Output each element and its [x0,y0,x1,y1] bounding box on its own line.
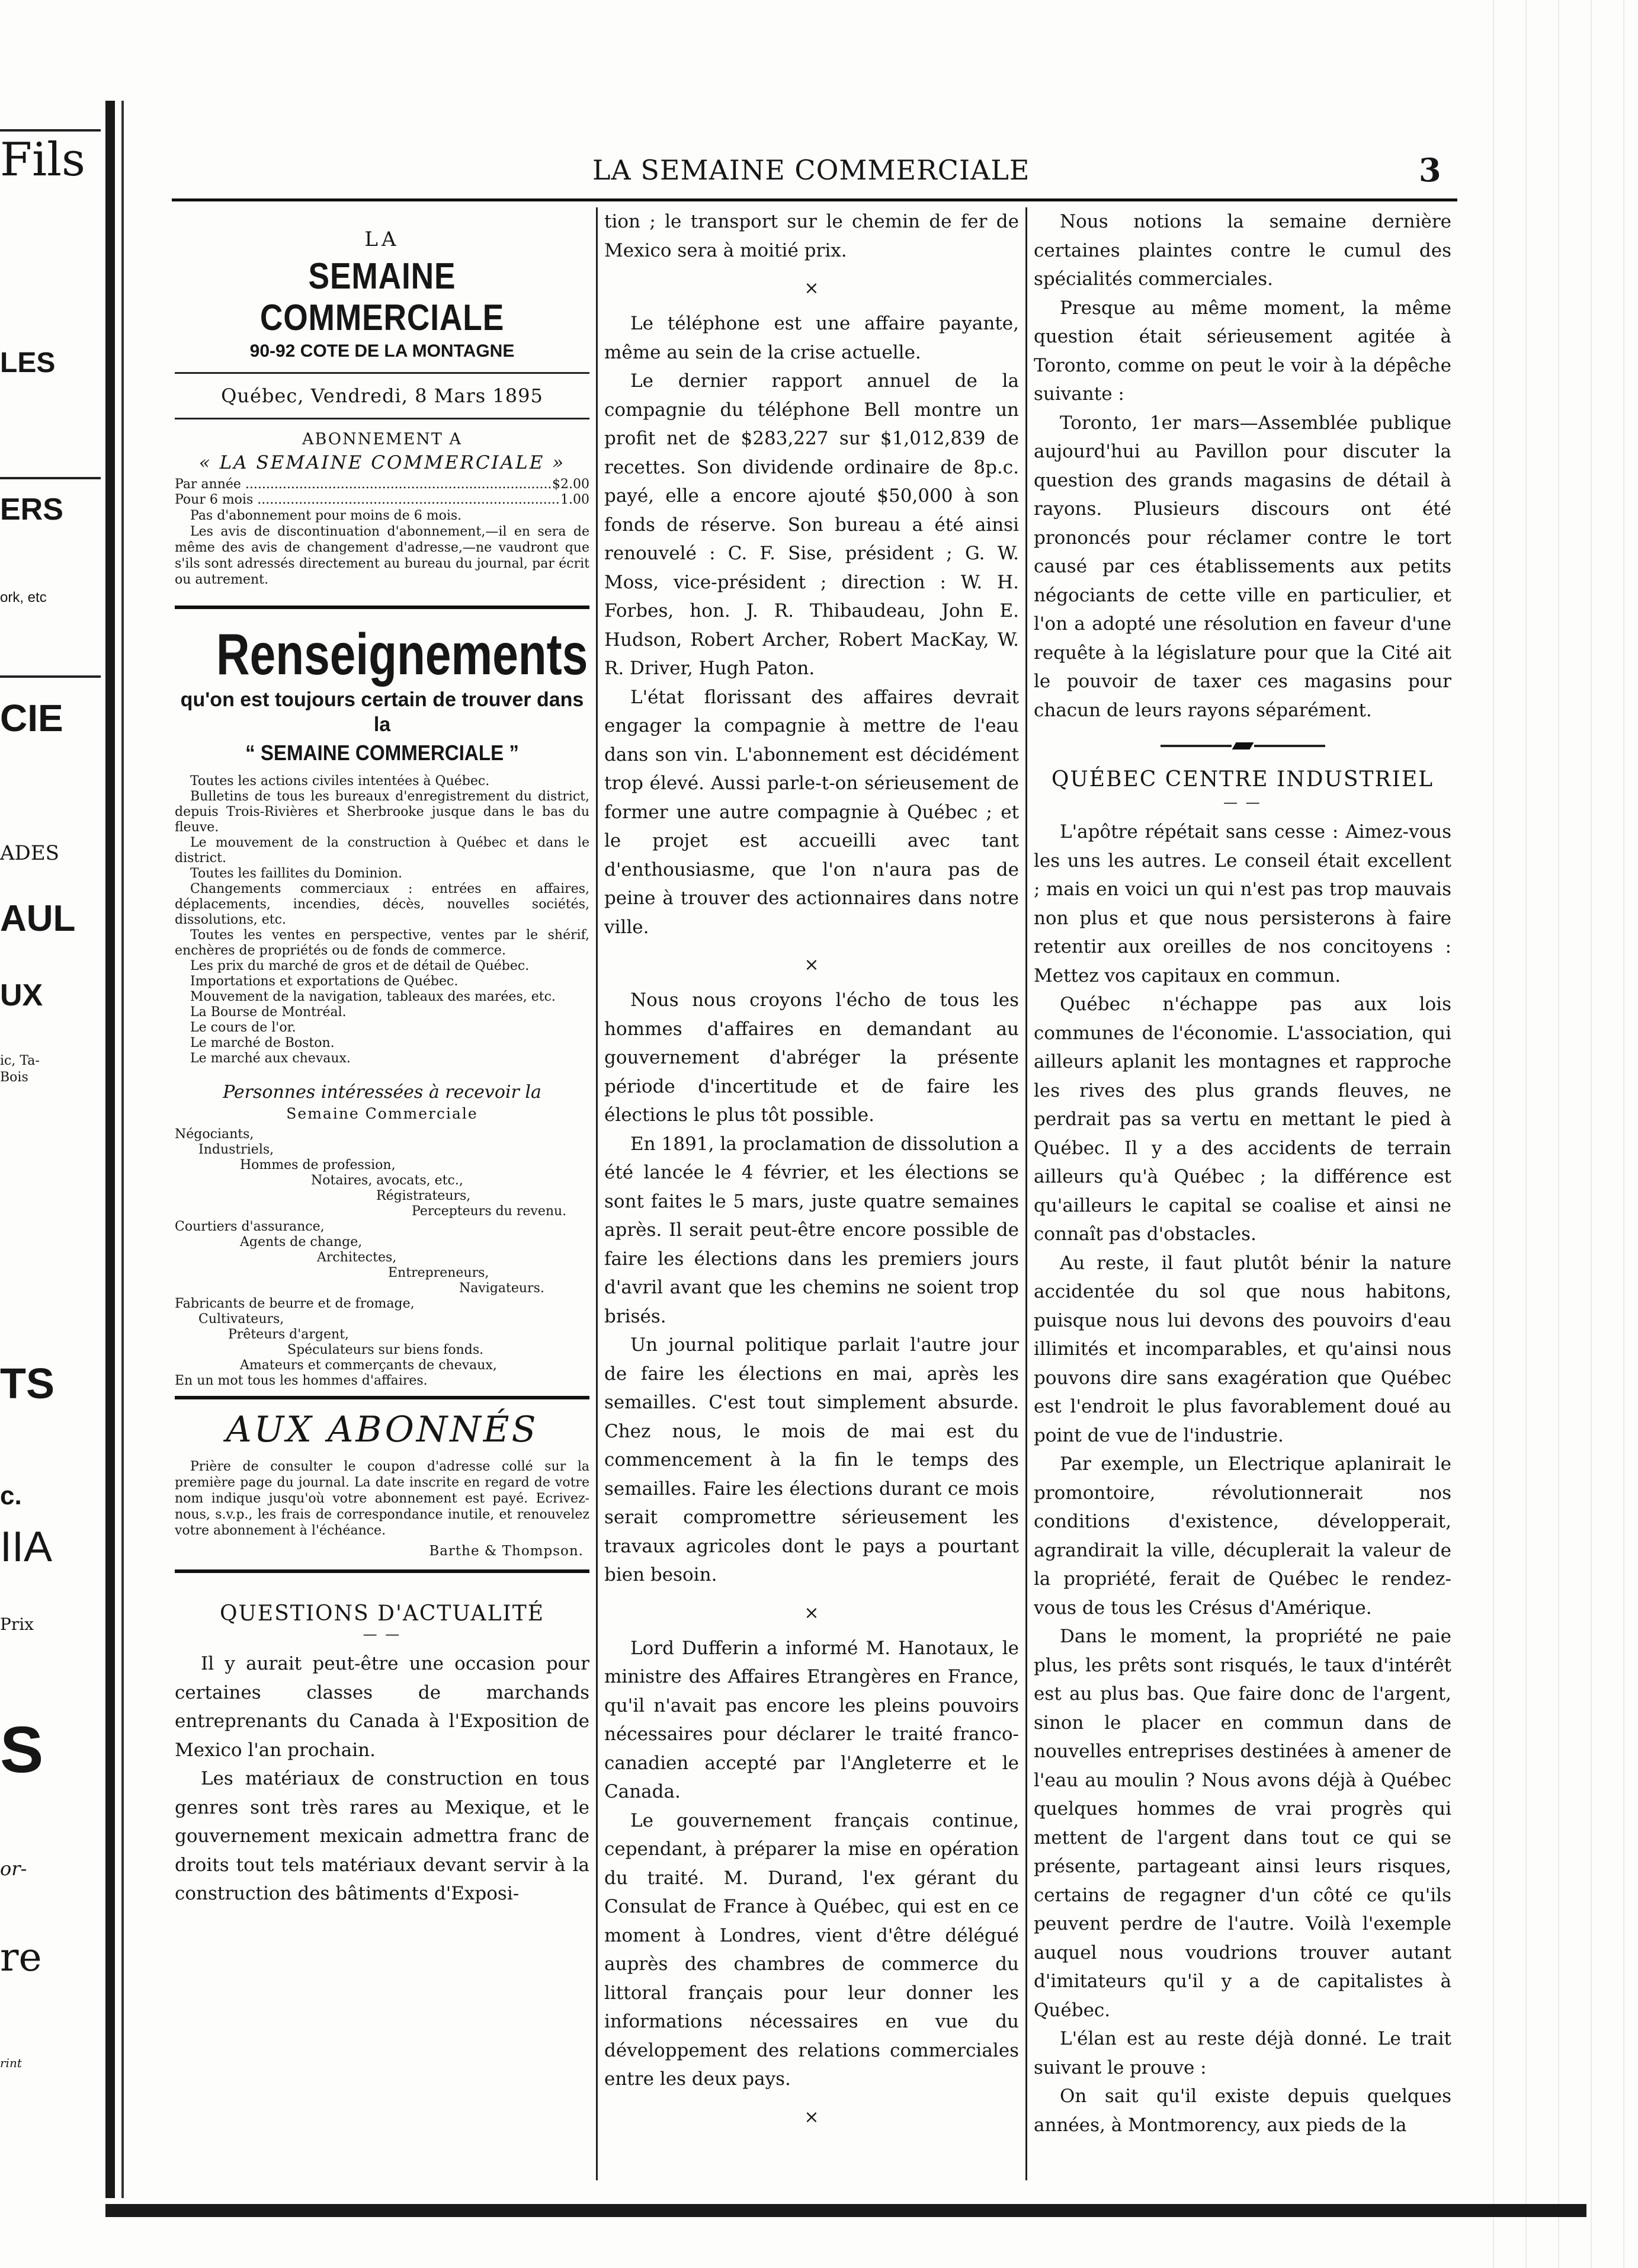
margin-fragment: LES [0,347,56,379]
margin-rule [0,129,101,132]
rule [175,606,589,609]
list-item: Bulletins de tous les bureaux d'enregistrement du district, depuis Trois-Rivières et Sherbrooke jusque dans le bas du fleuve. [175,789,589,835]
margin-fragment: rint [0,2056,22,2070]
list-item: Toutes les faillites du Dominion. [190,866,403,881]
renseignements-subheading: qu'on est toujours certain de trouver dans la [180,688,584,736]
masthead-address: 90-92 COTE DE LA MONTAGNE [249,341,515,361]
article-paragraph: Il y aurait peut-être une occasion pour certaines classes de marchands entreprenants du Canada à l'Exposition de Mexico l'an prochain. [175,1653,589,1761]
margin-fragment: IIA [0,1523,53,1571]
list-item: Changements commerciaux : entrées en affaires, déplacements, incendies, décès, nouvelles sociétés, dissolutions, etc. [175,882,589,927]
article-paragraph: L'apôtre répétait sans cesse : Aimez-vous les uns les autres. Le conseil était excellent ; mais en voici un qui n'est pas trop mauvais non plus et que nous persisterons à faire retentir aux oreilles de nos concitoyens : Mettez vos capitaux en commun. [1034,821,1451,986]
list-item: Hommes de profession, [240,1158,396,1173]
subscription-heading: ABONNEMENT A [302,430,462,449]
separator-line [1254,745,1325,747]
article-paragraph: Dans le moment, la propriété ne paie plus, les prêts sont risqués, le taux d'intérêt est au plus bas. Que faire donc de l'argent, sinon le placer en commun dans de nouvelles entreprises destinées à amener de l'eau au moulin ? Nous avons déjà à Québec quelques hommes de vrai progrès qui mettent de l'argent dans tout ce qui se présente, partageant ainsi leurs risques, certains de regagner d'un côté ce qu'ils peuvent perdre de l'autre. Voilà l'exemple auquel nous voudrions trouver autant d'imitateurs qu'il y a de capitalistes à Québec. [1034,1626,1451,2021]
list-item: En un mot tous les hommes d'affaires. [175,1373,428,1388]
margin-fragment: CIE [0,697,63,739]
list-item: Le marché de Boston. [190,1036,335,1050]
article-paragraph: tion ; le transport sur le chemin de fer de Mexico sera à moitié prix. [604,211,1019,261]
article-paragraph: Lord Dufferin a informé M. Hanotaux, le ministre des Affaires Etrangères en France, qu'il n'avait pas encore les pleins pouvoirs nécessaires pour déclarer le traité franco-canadien accepté par l'Angleterre et le Canada. [604,1637,1019,1802]
article-paragraph: Un journal politique parlait l'autre jour de faire les élections en mai, après les semailles. C'est tout simplement absurde. Chez nous, le mois de mai est du commencement à la fin le temps des semailles. Faire les élections durant ce mois serait compromettre sérieusement les travaux agricoles dont le pays a pourtant bien besoin. [604,1334,1019,1585]
list-item: Le marché aux chevaux. [190,1051,351,1066]
column-2 [604,207,1019,2180]
price-row [175,492,589,508]
aux-abonnes-text: Prière de consulter le coupon d'adresse collé sur la première page du journal. La date inscrite en regard de votre nom indique jusqu'où votre abonnement est payé. Ecrivez-nous, s.v.p., les frais de correspondance inutile, et renouvelez votre abonnement à l'échéance. [175,1459,589,1538]
binding-gutter [105,101,115,2198]
renseignements-heading: Renseignements [216,622,588,687]
article-paragraph: Le téléphone est une affaire payante, même au sein de la crise actuelle. [604,313,1019,363]
column-1 [175,207,589,2180]
masthead-box [175,228,589,588]
renseignements-list [175,774,589,1066]
questions-heading: QUESTIONS D'ACTUALITÉ [219,1601,545,1626]
article-paragraph: Par exemple, un Electrique aplanirait le promontoire, révolutionnerait nos conditions d'existence, développerait, agrandirait la ville, décuplerait la valeur de la propriété, ferait de Québec le rendez-vous de tous les Crésus d'Amérique. [1034,1453,1451,1619]
margin-rule [0,675,101,678]
list-item: Percepteurs du revenu. [412,1204,567,1219]
subscription-title: « LA SEMAINE COMMERCIALE » [198,452,566,473]
persons-heading: Personnes intéressées à recevoir la [223,1082,541,1103]
persons-heading-paper: Semaine Commerciale [286,1105,478,1122]
article-paragraph: L'élan est au reste déjà donné. Le trait suivant le prouve : [1034,2028,1451,2078]
list-item: Toutes les ventes en perspective, ventes par le shérif, enchères de propriétés ou de fonds de commerce. [175,928,589,958]
masthead-title: SEMAINE COMMERCIALE [259,256,505,338]
heading-dashes: — — [1223,794,1262,811]
article-paragraph: En 1891, la proclamation de dissolution a été lancée le 4 février, et les élections se sont faites le 5 mars, juste quatre semaines après. Il serait peut-être encore possible de faire les élections dans les premiers jours d'avril avant que les chemins ne soient trop brisés. [604,1133,1019,1327]
separator: × [804,1602,819,1623]
price-label: Pour 6 mois ..... [175,492,560,508]
margin-fragment: UX [0,978,43,1013]
article-paragraph: Au reste, il faut plutôt bénir la nature accidentée du sol que nous habitons, puisque nous lui devons des pouvoirs d'eau illimités et incomparables, et qu'ainsi nous pouvons dire sans exagération que Québec est l'endroit le plus favorablement doué au point de vue de l'industrie. [1034,1252,1451,1446]
page-number: 3 [1419,151,1441,189]
list-item: La Bourse de Montréal. [190,1005,347,1020]
article-paragraph: Presque au même moment, la même question était sérieusement agitée à Toronto, comme on peut le voir à la dépêche suivante : [1034,297,1451,405]
rule [175,1569,589,1573]
right-page-edge [1475,0,1638,2268]
article-paragraph: On sait qu'il existe depuis quelques années, à Montmorency, aux pieds de la [1034,2086,1451,2136]
aux-abonnes-heading: AUX ABONNÉS [226,1409,538,1450]
list-item: Toutes les actions civiles intentées à Québec. [190,774,490,789]
dateline: Québec, Vendredi, 8 Mars 1895 [221,385,543,407]
article-paragraph: Nous notions la semaine dernière certaines plaintes contre le cumul des spécialités commerciales. [1034,211,1451,290]
separator: × [804,278,819,299]
article-paragraph: Les matériaux de construction en tous genres sont très rares au Mexique, et le gouvernement mexicain admettra franc de droits tout tels matériaux devant servir à la construction des bâtiments d'Exposi- [175,1768,589,1904]
margin-fragment: ERS [0,492,63,527]
column-rule [596,207,598,2180]
margin-fragment: AUL [0,898,76,939]
list-item: Amateurs et commerçants de chevaux, [240,1358,497,1373]
masthead-la: LA [364,228,400,251]
ornamental-separator [1034,742,1451,749]
article-paragraph: Le dernier rapport annuel de la compagnie du téléphone Bell montre un profit net de $283,227 sur $1,012,839 de recettes. Son dividende ordinaire de 8p.c. payé, elle a encore ajouté $50,000 à son fonds de réserve. Son bureau a été ainsi renouvelé : C. F. Sise, président ; G. W. Moss, vice-président ; direction : W. H. Forbes, hon. J. R. Thibaudeau, John E. Hudson, Robert Archer, Robert MacKay, W. R. Driver, Hugh Paton. [604,370,1019,679]
list-item: Prêteurs d'argent, [228,1327,350,1342]
list-item: Notaires, avocats, etc., [311,1173,463,1188]
list-item: Courtiers d'assurance, [175,1219,325,1234]
list-item: Architectes, [317,1250,397,1265]
article-paragraph: Nous nous croyons l'écho de tous les hommes d'affaires en demandant au gouvernement d'abréger la présente période d'incertitude et de faire les élections le plus tôt possible. [604,989,1019,1126]
list-item: Régistrateurs, [376,1189,471,1203]
separator-arrow [1232,742,1254,749]
list-item: Agents de change, [240,1235,363,1250]
article-paragraph: Le gouvernement français continue, cependant, à préparer la mise en opération du traité. M. Durand, l'ex gérant du Consulat de France à Québec, qui est en ce moment à Londres, vient d'être délégué auprès des chambres de commerce du littoral français pour leur donner les informations nécessaires en vue du développement des relations commerciales entre les deux pays. [604,1809,1019,2090]
list-item: Mouvement de la navigation, tableaux des marées, etc. [190,989,556,1004]
article-paragraph: Québec n'échappe pas aux lois communes de l'économie. L'association, qui ailleurs aplanit les montagnes et rapproche les rives des plus grands fleuves, ne perdrait pas sa vertu en mettant le pied à Québec. Il y a des accidents de terrain ailleurs qu'à Québec ; la différence est qu'ailleurs le capital se coalise et ainsi ne connaît pas d'obstacles. [1034,994,1451,1245]
margin-fragment: ic, Ta- [0,1053,40,1068]
previous-page-margin [0,0,104,2268]
margin-rule [0,477,101,479]
header-rule [172,198,1457,201]
subscription-note: Les avis de discontinuation d'abonnement,—il en sera de même des avis de changement d'adresse,—ne vaudront que s'ils sont adressés directement au bureau du journal, par écrit ou autrement. [175,524,589,587]
price-amount: 1.00 [560,492,589,507]
margin-fragment: S [0,1713,44,1786]
list-item: Spéculateurs sur biens fonds. [287,1343,484,1357]
list-item: Le cours de l'or. [190,1020,296,1035]
list-item: Les prix du marché de gros et de détail de Québec. [190,959,530,973]
signature: Barthe & Thompson. [429,1543,584,1559]
separator: × [804,954,819,975]
persons-list [175,1127,589,1389]
list-item: Négociants, [175,1127,254,1142]
margin-fragment: ork, etc [0,590,47,606]
column-3 [1034,207,1451,2180]
list-item: Importations et exportations de Québec. [190,974,459,989]
margin-fragment: Fils [0,133,86,187]
subscription-note: Pas d'abonnement pour moins de 6 mois. [190,508,462,523]
list-item: Cultivateurs, [198,1312,284,1327]
list-item: Industriels, [198,1142,274,1157]
margin-fragment: c. [0,1481,22,1510]
margin-fragment: re [0,1934,42,1980]
heading-dashes: — — [363,1626,402,1642]
margin-fragment: Bois [0,1070,28,1085]
list-item: Le mouvement de la construction à Québec et dans le district. [175,835,589,866]
margin-fragment: Prix [0,1614,34,1634]
list-item: Navigateurs. [459,1281,544,1296]
separator-line [1161,745,1232,747]
quebec-centre-heading: QUÉBEC CENTRE INDUSTRIEL [1051,767,1434,792]
column-rule [1025,207,1027,2180]
rule [175,372,589,374]
renseignements-paper-name: “ SEMAINE COMMERCIALE ” [245,741,519,765]
price-label: Par année ..... [175,477,552,492]
price-amount: $2.00 [552,477,589,492]
rule [175,1396,589,1399]
price-row [175,477,589,492]
quoted-dispatch: Toronto, 1er mars—Assemblée publique aujourd'hui au Pavillon pour discuter la question des grands magasins de détail à rayons. Plusieurs discours ont été prononcés pour réclamer contre le tort causé par ces établissements aux petits négociants de cette ville en particulier, et l'on a adopté une résolution en faveur d'une requête à la législature pour que la Cité ait le pouvoir de taxer ces magasins pour chacun de leurs rayons séparément. [1034,412,1451,721]
binding-gutter-line [121,101,124,2198]
running-header-title: LA SEMAINE COMMERCIALE [592,154,1030,186]
margin-fragment: TS [0,1360,55,1408]
separator: × [804,2106,819,2128]
bottom-border [105,2204,1586,2217]
margin-fragment: ADES [0,841,59,865]
list-item: Fabricants de beurre et de fromage, [175,1296,415,1311]
margin-fragment: or- [0,1857,27,1880]
list-item: Entrepreneurs, [388,1266,489,1280]
rule [175,418,589,419]
article-paragraph: L'état florissant des affaires devrait engager la compagnie à mettre de l'eau dans son vin. L'abonnement est décidément trop élevé. Aussi parle-t-on sérieusement de former une autre compagnie à Québec ; et le projet est accueilli avec tant d'enthousiasme, que l'on n'aura pas de peine à trouver des actionnaires dans notre ville. [604,686,1019,938]
